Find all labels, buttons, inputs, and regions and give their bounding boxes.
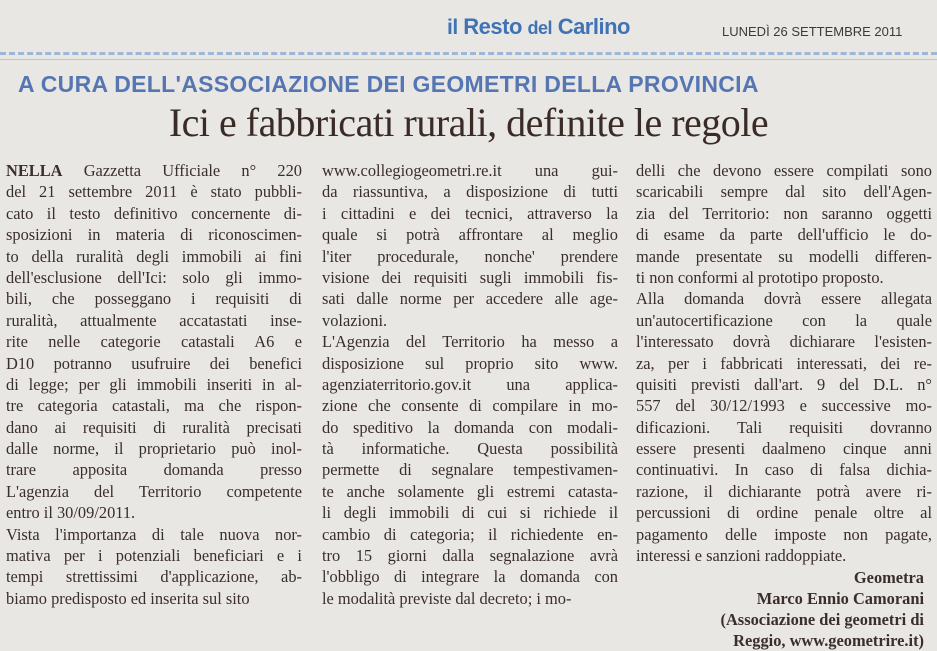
article-line: percussioni di ordine penale oltre al [636,503,932,523]
article-line: tre categoria catastali, ma che rispon- [6,396,302,416]
article-line: dificazioni. Tali requisiti dovranno [636,417,932,437]
issue-date: LUNEDÌ 26 SETTEMBRE 2011 [722,24,903,39]
article-line: del 21 settembre 2011 è stato pubbli- [6,182,302,202]
article-line: l'obbligo di integrare la domanda con [322,567,618,587]
lead-word: NELLA [6,161,63,180]
article-line: quisiti previsti dall'art. 9 del D.L. n° [636,374,932,394]
article-line: di legge; per gli immobili inseriti in al- [6,374,302,394]
article-line: sposizioni in materia di riconoscimen- [6,225,302,245]
article-line: trare apposita domanda presso [6,460,302,480]
article-line: zia del Territorio: non saranno oggetti [636,203,932,223]
article-line: cambio di categoria; il richiedente en- [322,524,618,544]
article-line: biamo predisposto ed inserita sul sito [6,588,250,608]
signature-role: Geometra [853,568,924,587]
article-line: za, per i fabbricati interessati, dei re- [636,353,932,373]
article-line: rite nelle categorie catastali A6 e [6,332,302,352]
signature-org-line-1: (Associazione dei geometri di [720,610,924,629]
article-line: continuativi. In caso di falsa dichia- [636,460,932,480]
article-line: ti non conformi al prototipo proposto. [636,267,884,287]
article-line: visione dei requisiti sugli immobili fis- [322,267,618,287]
signature-org-line-2: Reggio, www.geometrire.it) [733,631,924,650]
article-line: le modalità previste dal decreto; i mo- [322,588,572,608]
article-line: mande presentate su modelli differen- [636,246,932,266]
article-line: www.collegiogeometri.re.it una gui- [322,161,618,180]
article-line: l'interessato dovrà dichiarare l'esisten- [636,332,932,352]
article-column-3 [636,160,932,566]
article-line: dell'esclusione dell'Ici: solo gli immo- [6,267,302,287]
article-column-2 [322,160,618,609]
article-column-1 [6,160,302,609]
article-line: i cittadini e dei tecnici, attraverso la [322,203,618,223]
article-line: pagamento delle imposte non pagate, [636,524,932,544]
article-line: ruralità, attualmente accatastati inse- [6,310,302,330]
article-line: permette di segnalare tempestivamen- [322,460,618,480]
article-line: to della ruralità degli immobili ai fini [6,246,302,266]
article-line: di esame da parte dell'ufficio le do- [636,225,932,245]
article-line: l'iter procedurale, nonche' prendere [322,246,618,266]
logo-resto: Resto [463,14,522,39]
article-line: cato il testo definitivo concernente di- [6,203,302,223]
article-line: un'autocertificazione con la quale [636,310,932,330]
article-line: agenziaterritorio.gov.it una applica- [322,374,618,394]
article-line: Alla domanda dovrà essere allegata [636,289,932,309]
newspaper-logo [447,14,630,40]
article-line: da riassuntiva, a disposizione di tutti [322,182,618,202]
article-line: volazioni. [322,310,388,330]
article-line: do speditivo la domanda con modali- [322,417,618,437]
article-line: zione che consente di compilare in mo- [322,396,618,416]
article-line: scaricabili sempre dal sito dell'Agen- [636,182,932,202]
article-line: L'agenzia del Territorio competente [6,481,302,501]
article-line: razione, il dichiarante potrà avere ri- [636,481,932,501]
article-line: te anche solamente gli estremi catasta- [322,481,618,501]
article-line: essere presenti daalmeno cinque anni [636,439,932,459]
article-line: li degli immobili di cui si richiede il [322,503,618,523]
article-line: NELLA Gazzetta Ufficiale n° 220 [6,161,302,180]
signature-name: Marco Ennio Camorani [756,589,924,608]
article-line: dano ai requisiti di ruralità precisati [6,417,302,437]
logo-carlino: Carlino [557,14,630,39]
article-line: tempi strettissimi d'applicazione, ab- [6,567,302,587]
article-line: delli che devono essere compilati sono [636,161,932,180]
article-line: sati dalle norme per accedere alle age- [322,289,618,309]
article-line: entro il 30/09/2011. [6,503,136,523]
article-line: tro 15 giorni dalla segnalazione avrà [322,546,618,566]
article-line: L'Agenzia del Territorio ha messo a [322,332,618,352]
section-kicker: A CURA DELL'ASSOCIAZIONE DEI GEOMETRI DELLA PROVINCIA [18,71,759,97]
article-line: Vista l'importanza di tale nuova nor- [6,524,302,544]
masthead [0,0,937,54]
article-line: 557 del 30/12/1993 e successive mo- [636,396,932,416]
article-line: tà informatiche. Questa possibilità [322,439,618,459]
article-line: bili, che posseggano i requisiti di [6,289,302,309]
article-line: dalle norme, il proprietario può inol- [6,439,302,459]
masthead-thin-rule [0,59,937,60]
masthead-dashed-rule [0,52,937,55]
article-line: interessi e sanzioni raddoppiate. [636,546,847,566]
article-line: D10 potranno usufruire dei benefici [6,353,302,373]
article-line: mativa per i potenziali beneficiari e i [6,546,302,566]
logo-il: il [447,16,458,39]
article-headline: Ici e fabbricati rurali, definite le regole [168,100,769,145]
article-line: disposizione sul proprio sito www. [322,353,618,373]
article-line: quale si potrà affrontare al meglio [322,225,618,245]
logo-del: del [527,18,553,38]
